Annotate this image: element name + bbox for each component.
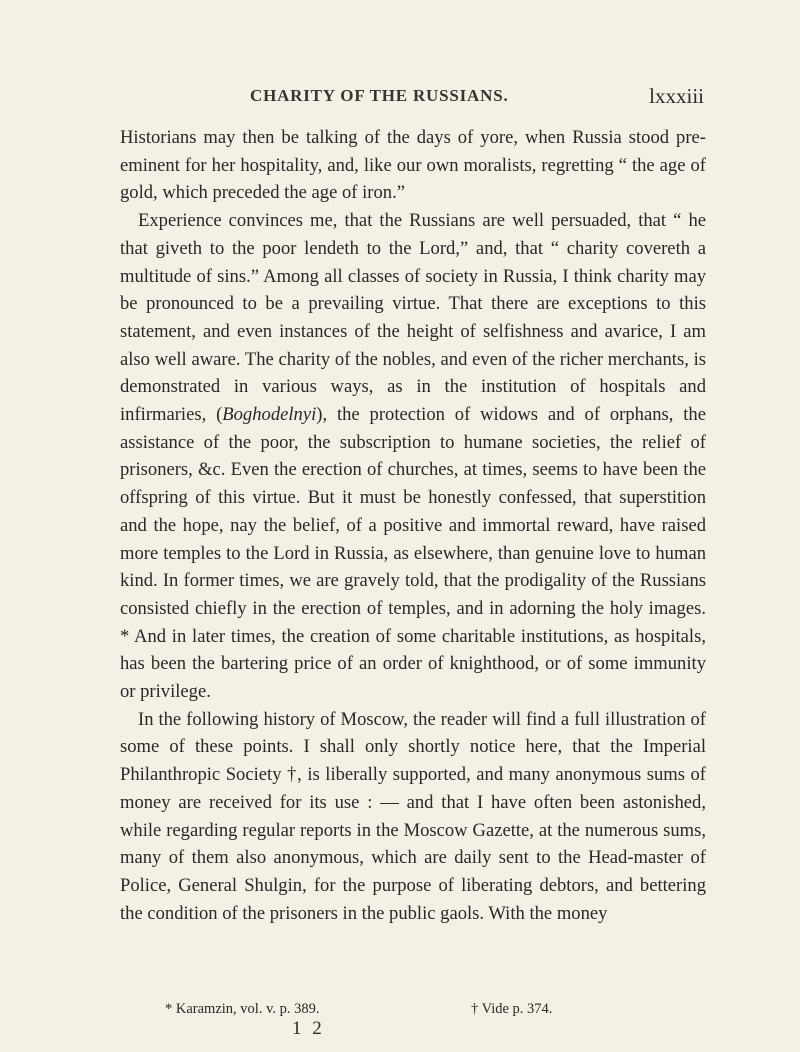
signature-mark: 1 2 [292, 1018, 325, 1039]
page-number: lxxxiii [649, 84, 704, 108]
footnote-vide: † Vide p. 374. [471, 1001, 553, 1017]
italic-term: Boghodelnyi [222, 404, 317, 426]
footnote-karamzin: * Karamzin, vol. v. p. 389. [165, 1001, 320, 1017]
body-text [120, 124, 706, 927]
paragraph-3: In the following history of Moscow, the reader will find a full illustration of some of these points. I shall only shortly notice here, that the Imperial Philanthropic Society †, is liberally supported, and many anonymous sums of money are received for its use : — and that I have often been astonished, while regarding regular reports in the Moscow Gazette, at the numerous sums, many of them also anonymous, which are daily sent to the Head-master of Police, General Shulgin, for the purpose of liberating debtors, and bettering the condition of the prisoners in the public gaols. With the money [120, 708, 706, 924]
paragraph-2-part-b: ), the protection of widows and of orphans, the assistance of the poor, the subscription to humane societies, the relief of prisoners, &c. Even the erection of churches, at times, seems to have been the offspring of this virtue. But it must be honestly confessed, that superstition and the hope, nay the belief, of a positive and immortal reward, have raised more temples to the Lord in Russia, as elsewhere, than genuine love to human kind. In former times, we are gravely told, that the prodigality of the Russians consisted chiefly in the erection of temples, and in adorning the holy images. * And in later times, the creation of some charitable institutions, as hospitals, has been the bartering price of an order of knighthood, or of some immunity or privilege. [120, 404, 706, 703]
paragraph-1: Historians may then be talking of the days of yore, when Russia stood pre-eminent for her hospitality, and, like our own moralists, regretting “ the age of gold, which preceded the age of iron.” [120, 127, 706, 204]
page-header [120, 86, 704, 114]
paragraph-2-part-a: Experience convinces me, that the Russians are well persuaded, that “ he that giveth to the poor lendeth to the Lord,” and, that “ charity covereth a multitude of sins.” Among all classes of society in Russia, I think charity may be pronounced to be a prevailing virtue. That there are exceptions to this statement, and even instances of the height of selfishness and avarice, I am also well aware. The charity of the nobles, and even of the richer merchants, is demonstrated in various ways, as in the institution of hospitals and infirmaries, ( [120, 210, 706, 426]
footnotes [120, 1001, 706, 1021]
paragraph-2 [120, 207, 706, 706]
running-title: CHARITY OF THE RUSSIANS. [250, 86, 509, 105]
